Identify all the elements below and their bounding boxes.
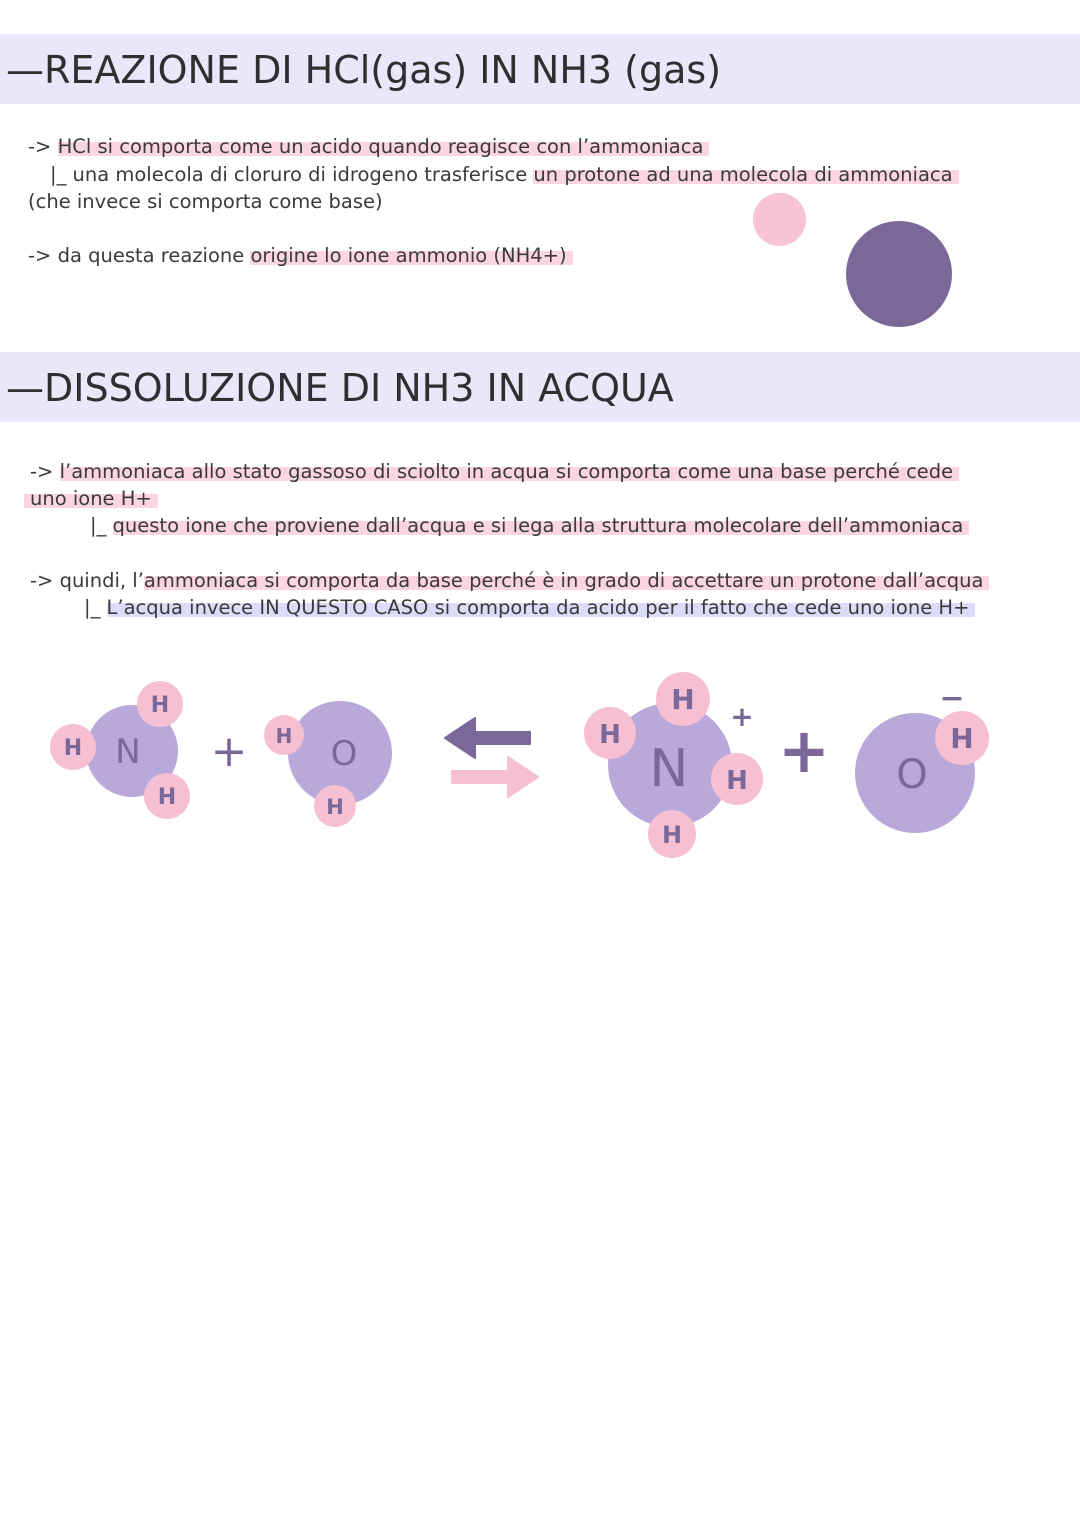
s1-highlight-1: HCl si comporta come un acido quando reagisce con l’ammoniaca: [58, 135, 710, 158]
s1-line-4: -> da questa reazione origine lo ione ammonio (NH4+): [28, 243, 573, 269]
hydroxide-ion: [855, 681, 989, 833]
nitrogen-label: N: [115, 732, 141, 772]
hydrogen-label: H: [726, 766, 748, 796]
ammonium-ion: [584, 672, 763, 858]
equilibrium-arrows-icon: [445, 718, 538, 797]
s2-highlight-1: l’ammoniaca allo stato gassoso di sciolto in acqua si comporta come una base perché cede: [60, 460, 960, 483]
plus-sign: +: [210, 726, 248, 777]
s2-line-3: |_ questo ione che proviene dall’acqua e si lega alla struttura molecolare dell’ammoniaca: [90, 513, 969, 539]
section-header-1: [0, 34, 1080, 104]
hydrogen-label: H: [275, 724, 293, 748]
plus-sign: +: [778, 714, 830, 787]
hydrogen-label: H: [671, 683, 695, 716]
s2-line-1: -> l’ammoniaca allo stato gassoso di sciolto in acqua si comporta come una base perché cede: [30, 459, 959, 485]
hydrogen-label: H: [63, 736, 83, 761]
oxygen-label: O: [896, 752, 928, 798]
decor-pink-circle: [753, 193, 806, 246]
s1-highlight-4: origine lo ione ammonio (NH4+): [250, 244, 572, 267]
positive-charge: +: [730, 700, 754, 733]
hydrogen-label: H: [950, 722, 974, 755]
decor-purple-circle: [846, 221, 952, 327]
ammonia-molecule: [50, 681, 190, 819]
s2-line-2: [24, 486, 158, 512]
nitrogen-label: N: [649, 739, 689, 799]
s1-line-3: (che invece si comporta come base): [28, 190, 383, 213]
hydrogen-label: H: [150, 693, 170, 718]
section-title-hcl-nh3: —REAZIONE DI HCl(gas) IN NH3 (gas): [6, 48, 722, 92]
s2-highlight-4: ammoniaca si comporta da base perché è in grado di accettare un protone dall’acqua: [144, 569, 990, 592]
s2-highlight-2: uno ione H+: [24, 487, 158, 510]
s1-line-2: |_ una molecola di cloruro di idrogeno trasferisce un protone ad una molecola di ammoniaca: [50, 162, 959, 188]
oxygen-label: O: [330, 734, 358, 774]
s2-highlight-5: L’acqua invece IN QUESTO CASO si comporta da acido per il fatto che cede uno ione H+: [107, 596, 976, 619]
water-molecule: [264, 701, 392, 827]
hydrogen-label: H: [661, 821, 683, 849]
hydrogen-label: H: [326, 795, 344, 819]
s1-line-1: -> HCl si comporta come un acido quando reagisce con l’ammoniaca: [28, 134, 709, 160]
section-title-nh3-water: —DISSOLUZIONE DI NH3 IN ACQUA: [6, 366, 674, 410]
section-header-2: [0, 352, 1080, 422]
negative-charge: −: [939, 681, 965, 716]
hydrogen-label: H: [599, 720, 621, 750]
hydrogen-label: H: [157, 785, 177, 810]
s2-line-4: -> quindi, l’ammoniaca si comporta da base perché è in grado di accettare un protone dall’acqua: [30, 568, 989, 594]
s1-highlight-2: un protone ad una molecola di ammoniaca: [533, 163, 958, 186]
s2-highlight-3: questo ione che proviene dall’acqua e si lega alla struttura molecolare dell’ammoniaca: [113, 514, 970, 537]
s2-line-5: |_ L’acqua invece IN QUESTO CASO si comporta da acido per il fatto che cede uno ione H+: [84, 595, 975, 621]
reaction-diagram: [0, 640, 1080, 880]
